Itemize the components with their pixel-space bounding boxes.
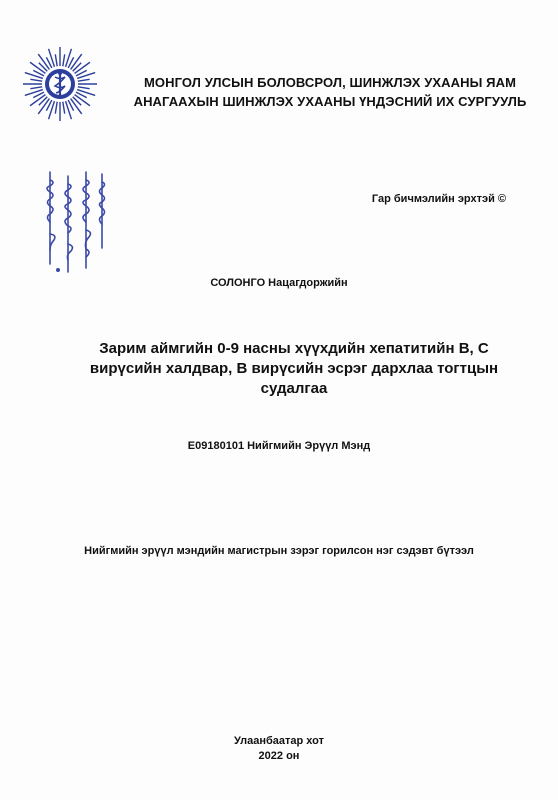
degree-statement: Нийгмийн эрүүл мэндийн магистрын зэрэг горилсон нэг сэдэвт бүтээл	[84, 545, 474, 557]
thesis-title-line: Зарим аймгийн 0-9 насны хүүхдийн хепатитийн В, С	[99, 340, 489, 357]
mongolian-script-logo	[40, 168, 110, 278]
emblem-ray	[55, 54, 57, 66]
emblem-ray	[63, 54, 65, 66]
thesis-title-line: судалгаа	[260, 380, 328, 397]
city: Улаанбаатар хот	[233, 735, 324, 747]
emblem-ray	[55, 102, 57, 114]
year: 2022 он	[258, 750, 300, 762]
place-and-date	[0, 734, 558, 764]
ministry-name: МОНГОЛ УЛСЫН БОЛОВСРОЛ, ШИНЖЛЭХ УХААНЫ ЯАМ	[143, 75, 517, 90]
emblem-ray	[30, 79, 42, 81]
thesis-title-line: вирүсийн халдвар, В вирүсийн эсрэг дархлаа тогтцын	[89, 360, 499, 377]
university-logo	[22, 44, 100, 244]
institution-header	[120, 73, 540, 111]
copyright-notice: Гар бичмэлийн эрхтэй ©	[371, 193, 506, 205]
university-emblem-icon	[22, 44, 100, 124]
emblem-ray	[78, 87, 90, 89]
thesis-title	[55, 339, 533, 399]
university-name: АНАГААХЫН ШИНЖЛЭХ УХААНЫ ҮНДЭСНИЙ ИХ СУРГУУЛЬ	[133, 94, 527, 109]
emblem-ray	[78, 79, 90, 81]
author-name: СОЛОНГО Нацагдоржийн	[210, 277, 348, 289]
emblem-ray	[30, 87, 42, 89]
emblem-ray	[63, 102, 65, 114]
specialty-code: E09180101 Нийгмийн Эрүүл Мэнд	[187, 440, 371, 452]
